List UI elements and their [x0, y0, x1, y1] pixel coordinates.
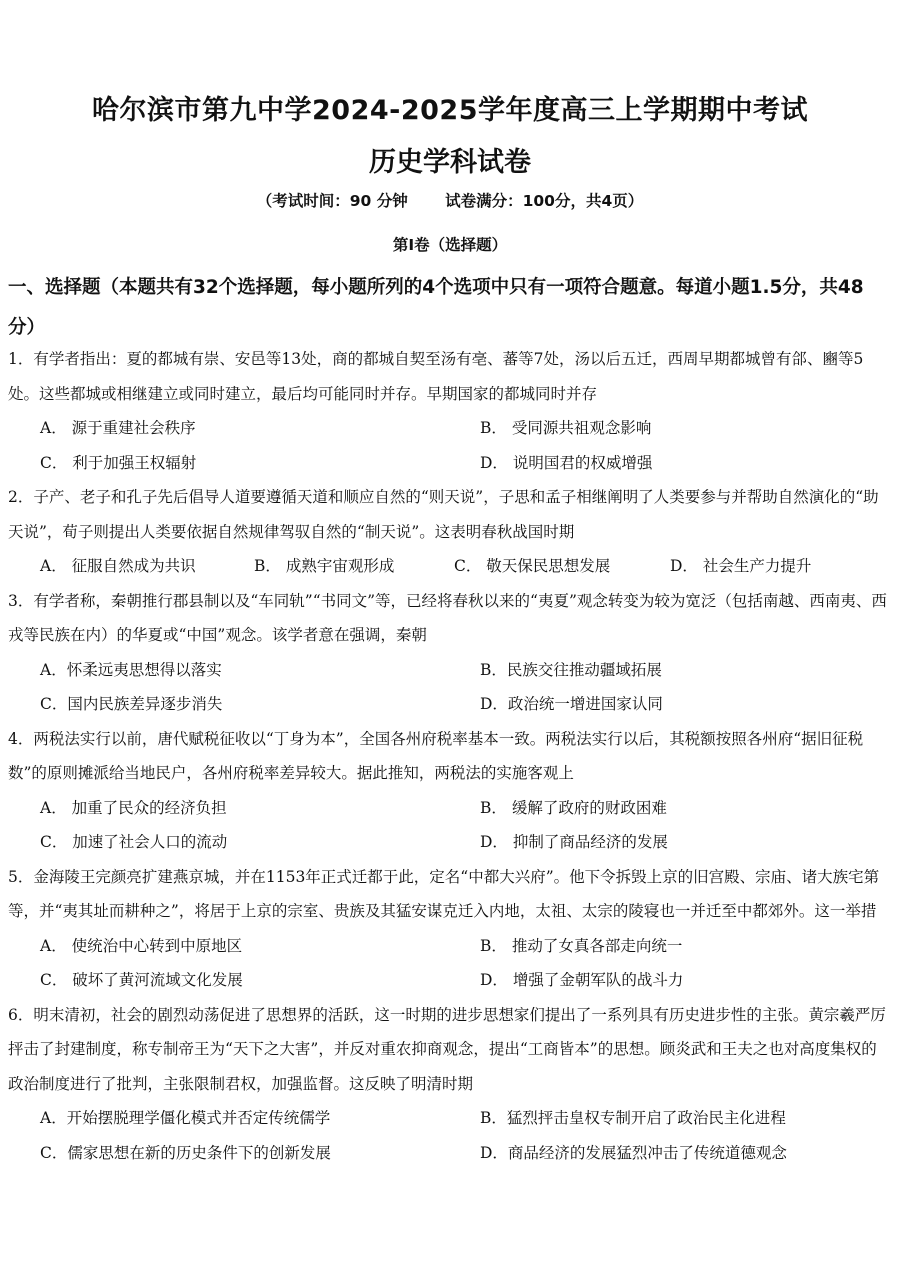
option-d: D． 说明国君的权威增强: [480, 453, 653, 472]
exam-subject-title: 历史学科试卷: [369, 147, 531, 178]
option-c: C． 敬天保民思想发展: [454, 557, 611, 575]
question-list: [8, 342, 888, 1170]
question-3: [8, 584, 888, 722]
option-d: D． 抑制了商品经济的发展: [480, 833, 668, 851]
option-c: C．国内民族差异逐步消失: [40, 695, 223, 713]
exam-title: 哈尔滨市第九中学2024-2025学年度高三上学期期中考试: [92, 95, 808, 126]
option-b: B．民族交往推动疆域拓展: [480, 660, 662, 679]
option-b: B． 推动了女真各部走向统一: [480, 936, 683, 955]
option-d: D．政治统一增进国家认同: [480, 695, 663, 713]
options: [8, 791, 888, 860]
exam-score: 试卷满分：100分，共4页）: [445, 192, 644, 210]
option-a: A． 征服自然成为共识: [40, 557, 196, 575]
options: [8, 653, 888, 722]
exam-info: [0, 189, 900, 211]
options: [8, 411, 888, 480]
option-a: A． 使统治中心转到中原地区: [40, 936, 243, 955]
option-c: C． 利于加强王权辐射: [40, 453, 197, 472]
option-b: B．猛烈抨击皇权专制开启了政治民主化进程: [480, 1109, 786, 1127]
option-a: A．怀柔远夷思想得以落实: [40, 660, 222, 679]
question-stem: 3．有学者称，秦朝推行郡县制以及“车同轨”“书同文”等，已经将春秋以来的“夷夏”观念转变为较为宽泛（包括南越、西南夷、西戎等民族在内）的华夏或“中国”观念。该学者意在强调，秦朝: [8, 591, 887, 644]
option-b: B． 受同源共祖观念影响: [480, 419, 652, 437]
question-6: [8, 998, 888, 1171]
option-c: C． 破坏了黄河流域文化发展: [40, 971, 243, 989]
question-5: [8, 860, 888, 998]
option-c: C．儒家思想在新的历史条件下的创新发展: [40, 1143, 331, 1162]
question-stem: 6．明末清初，社会的剧烈动荡促进了思想界的活跃，这一时期的进步思想家们提出了一系列具有历史进步性的主张。黄宗羲严厉抨击了封建制度，称专制帝王为“天下之大害”，并反对重农抑商观念，提出“工商皆本”的思想。顾炎武和王夫之也对高度集权的政治制度进行了批判，主张限制君权，加强监督。这反映了明清时期: [8, 1005, 886, 1093]
option-c: C． 加速了社会人口的流动: [40, 833, 228, 851]
question-stem: 2．子产、老子和孔子先后倡导人道要遵循天道和顺应自然的“则天说”，子思和孟子相继阐明了人类要参与并帮助自然演化的“助天说”，荀子则提出人类要依据自然规律驾驭自然的“制天说”。这表明春秋战国时期: [8, 488, 879, 541]
question-stem: 1．有学者指出：夏的都城有崇、安邑等13处，商的都城自契至汤有亳、蕃等7处，汤以后五迁，西周早期都城曾有郃、豳等5处。这些都城或相继建立或同时建立，最后均可能同时并存。早期国家的都城同时并存: [8, 350, 864, 403]
exam-time: （考试时间：90 分钟: [256, 192, 408, 210]
question-stem: 4．两税法实行以前，唐代赋税征收以“丁身为本”，全国各州府税率基本一致。两税法实行以后，其税额按照各州府“据旧征税数”的原则摊派给当地民户，各州府税率差异较大。据此推知，两税法的实施客观上: [8, 729, 864, 782]
question-2: [8, 480, 888, 584]
option-d: D． 社会生产力提升: [670, 557, 812, 575]
options: [8, 929, 888, 998]
option-d: D．商品经济的发展猛烈冲击了传统道德观念: [480, 1143, 787, 1162]
option-a: A． 加重了民众的经济负担: [40, 798, 227, 817]
section-title: 一、选择题（本题共有32个选择题，每小题所列的4个选项中只有一项符合题意。每道小题1.5分，共48分）: [8, 277, 864, 338]
question-1: [8, 342, 888, 480]
option-a: A．开始摆脱理学僵化模式并否定传统儒学: [40, 1109, 331, 1127]
option-a: A． 源于重建社会秩序: [40, 419, 196, 437]
option-b: B． 缓解了政府的财政困难: [480, 798, 667, 817]
part-title: 第Ⅰ卷（选择题）: [392, 236, 508, 254]
options: [8, 549, 888, 584]
option-b: B． 成熟宇宙观形成: [254, 557, 395, 575]
question-stem: 5．金海陵王完颜亮扩建燕京城，并在1153年正式迁都于此，定名“中都大兴府”。他下令拆毁上京的旧宫殿、宗庙、诸大族宅第等，并“夷其址而耕种之”，将居于上京的宗室、贵族及其猛安谋克迁入内地，太祖、太宗的陵寝也一并迁至中都郊外。这一举措: [8, 867, 880, 920]
options: [8, 1101, 888, 1170]
option-d: D． 增强了金朝军队的战斗力: [480, 971, 684, 989]
question-4: [8, 722, 888, 860]
